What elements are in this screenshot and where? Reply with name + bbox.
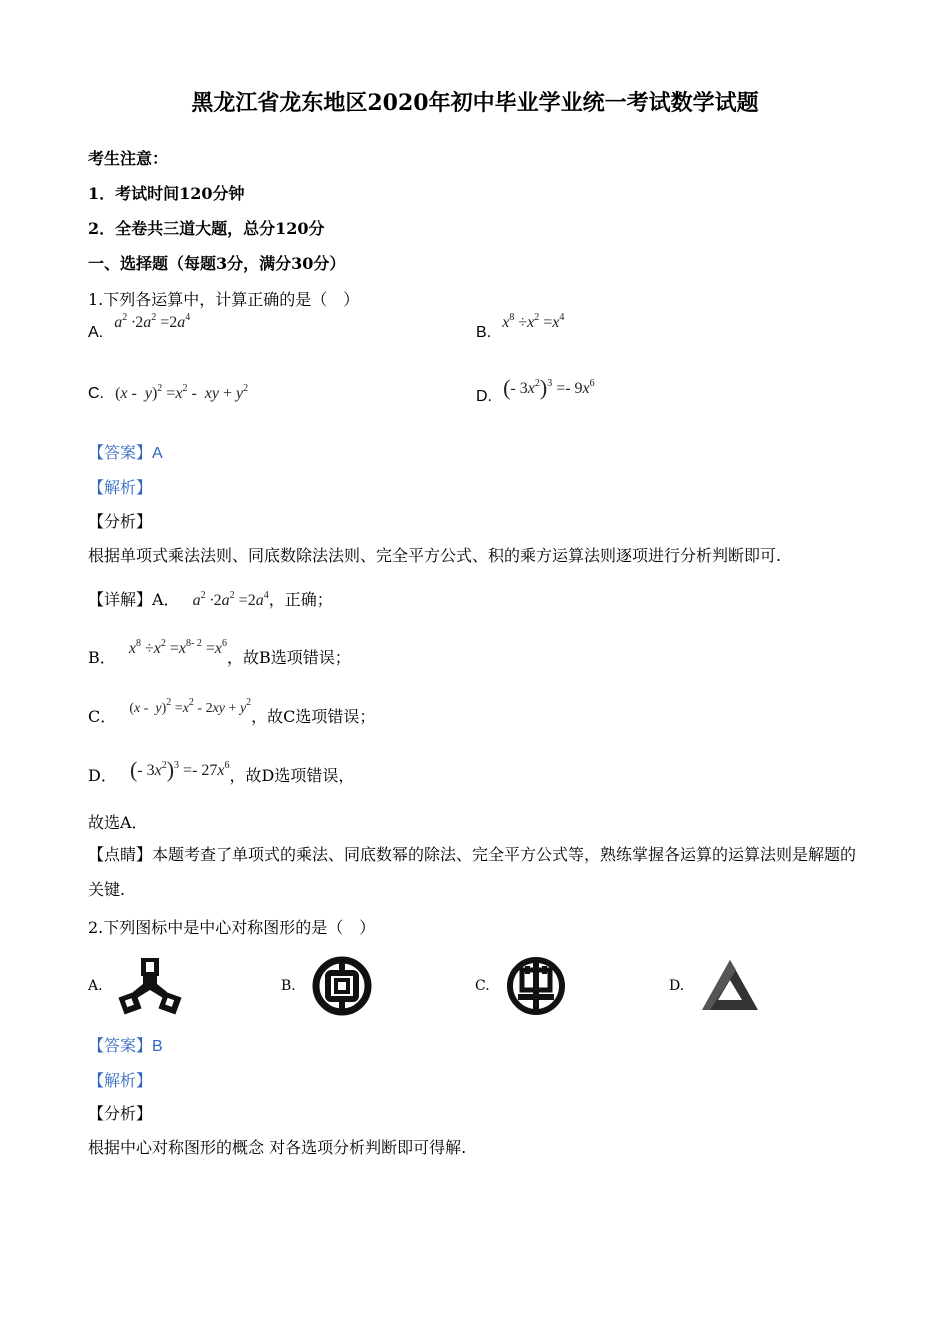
q1-detail-c xyxy=(88,697,376,727)
q1-answer-value: A xyxy=(152,445,163,462)
q1-jiexi: 【解析】 xyxy=(88,478,153,497)
q1-detail-c-formula: $(x - y)^2 =x^2 - 2xy + y^2$ xyxy=(129,697,252,716)
q1-detail-a-formula: $a^2 \cdot 2a^2 =2a^4$ xyxy=(192,590,269,609)
q2-option-a xyxy=(88,956,183,1016)
q1-option-a xyxy=(88,312,191,342)
q2-answer-value: B xyxy=(152,1038,163,1055)
q1-option-b-label: B. xyxy=(476,324,492,341)
q1-fenxi: 【分析】 xyxy=(88,512,153,531)
q1-option-b xyxy=(476,312,565,342)
q1-detail-b xyxy=(88,638,351,668)
q1-detail-a-suffix: ，正确； xyxy=(268,590,333,609)
three-cross-logo-icon xyxy=(117,956,183,1016)
q2-option-d xyxy=(669,956,762,1016)
q2-analysis: 根据中心对称图形的概念 对各选项分析判断即可得解. xyxy=(88,1138,467,1157)
q1-option-c-label: C. xyxy=(88,385,104,402)
q1-detail-b-formula: $x^8 \div x^2 =x^{8- 2} =x^6$ xyxy=(128,638,227,657)
q1-detail-b-suffix: ，故B选项错误； xyxy=(226,648,351,667)
q2-option-b-label: B. xyxy=(281,978,296,994)
q2-answer xyxy=(88,1033,163,1056)
q1-option-c-formula: $(x - y)^2 =x^2$ - xy + $y^2$ xyxy=(115,383,249,402)
bank-logo-icon xyxy=(504,956,568,1016)
q1-option-c xyxy=(88,383,249,403)
q2-fenxi: 【分析】 xyxy=(88,1104,153,1123)
q1-detail-c-prefix: C． xyxy=(88,707,117,726)
q1-option-d-label: D. xyxy=(476,388,492,405)
q1-detail-b-prefix: B． xyxy=(88,648,116,667)
q1-answer xyxy=(88,440,163,463)
q2-option-d-label: D. xyxy=(669,978,685,994)
notice-heading: 考生注意： xyxy=(88,149,169,168)
q1-detail-a-prefix: 【详解】A． xyxy=(88,590,180,609)
q1-detail-d-suffix: ，故D选项错误， xyxy=(229,766,355,785)
q2-answer-tag: 【答案】 xyxy=(88,1036,153,1055)
q1-option-a-label: A. xyxy=(88,324,104,341)
q1-conclusion: 故选A． xyxy=(88,813,148,832)
q1-detail-d xyxy=(88,757,355,789)
q1-detail-a xyxy=(88,587,333,610)
q1-dianjing: 【点睛】本题考查了单项式的乘法、同底数幂的除法、完全平方公式等，熟练掌握各运算的运算法则是解题的关键. xyxy=(88,845,857,899)
notice-item-2: 2．全卷共三道大题，总分120分 xyxy=(88,219,325,238)
q1-option-a-formula: $a^2 \cdot 2a^2 =2a^4$ xyxy=(114,312,191,331)
triangle-logo-icon xyxy=(698,956,762,1016)
q1-detail-d-prefix: D． xyxy=(88,766,117,785)
q1-analysis: 根据单项式乘法法则、同底数除法法则、完全平方公式、积的乘方运算法则逐项进行分析判断即可. xyxy=(88,546,782,565)
q2-jiexi: 【解析】 xyxy=(88,1071,153,1090)
page-title: 黑龙江省龙东地区2020年初中毕业学业统一考试数学试题 xyxy=(191,90,759,116)
q2-option-b xyxy=(281,956,374,1016)
q2-stem: 2.下列图标中是中心对称图形的是（ ） xyxy=(88,918,376,937)
q1-answer-tag: 【答案】 xyxy=(88,443,153,462)
q1-detail-d-formula: (- $3x^2)^3 =- 27x^6$ xyxy=(129,757,230,782)
q2-option-c xyxy=(475,956,568,1016)
q1-option-d xyxy=(476,375,595,409)
q2-option-c-label: C. xyxy=(475,978,490,994)
q1-option-b-formula: $x^8 \div x^2 =x^4$ xyxy=(502,312,565,331)
q2-option-a-label: A. xyxy=(88,978,103,994)
q1-stem: 1.下列各运算中，计算正确的是（ ） xyxy=(88,290,360,309)
q1-detail-c-suffix: ，故C选项错误； xyxy=(251,707,376,726)
coin-logo-icon xyxy=(310,956,374,1016)
notice-item-1: 1．考试时间120分钟 xyxy=(88,184,245,203)
q1-option-d-formula: (- $3x^2)^3 =- 9x^6$ xyxy=(503,375,595,400)
section-heading: 一、选择题（每题3分，满分30分） xyxy=(88,254,346,273)
